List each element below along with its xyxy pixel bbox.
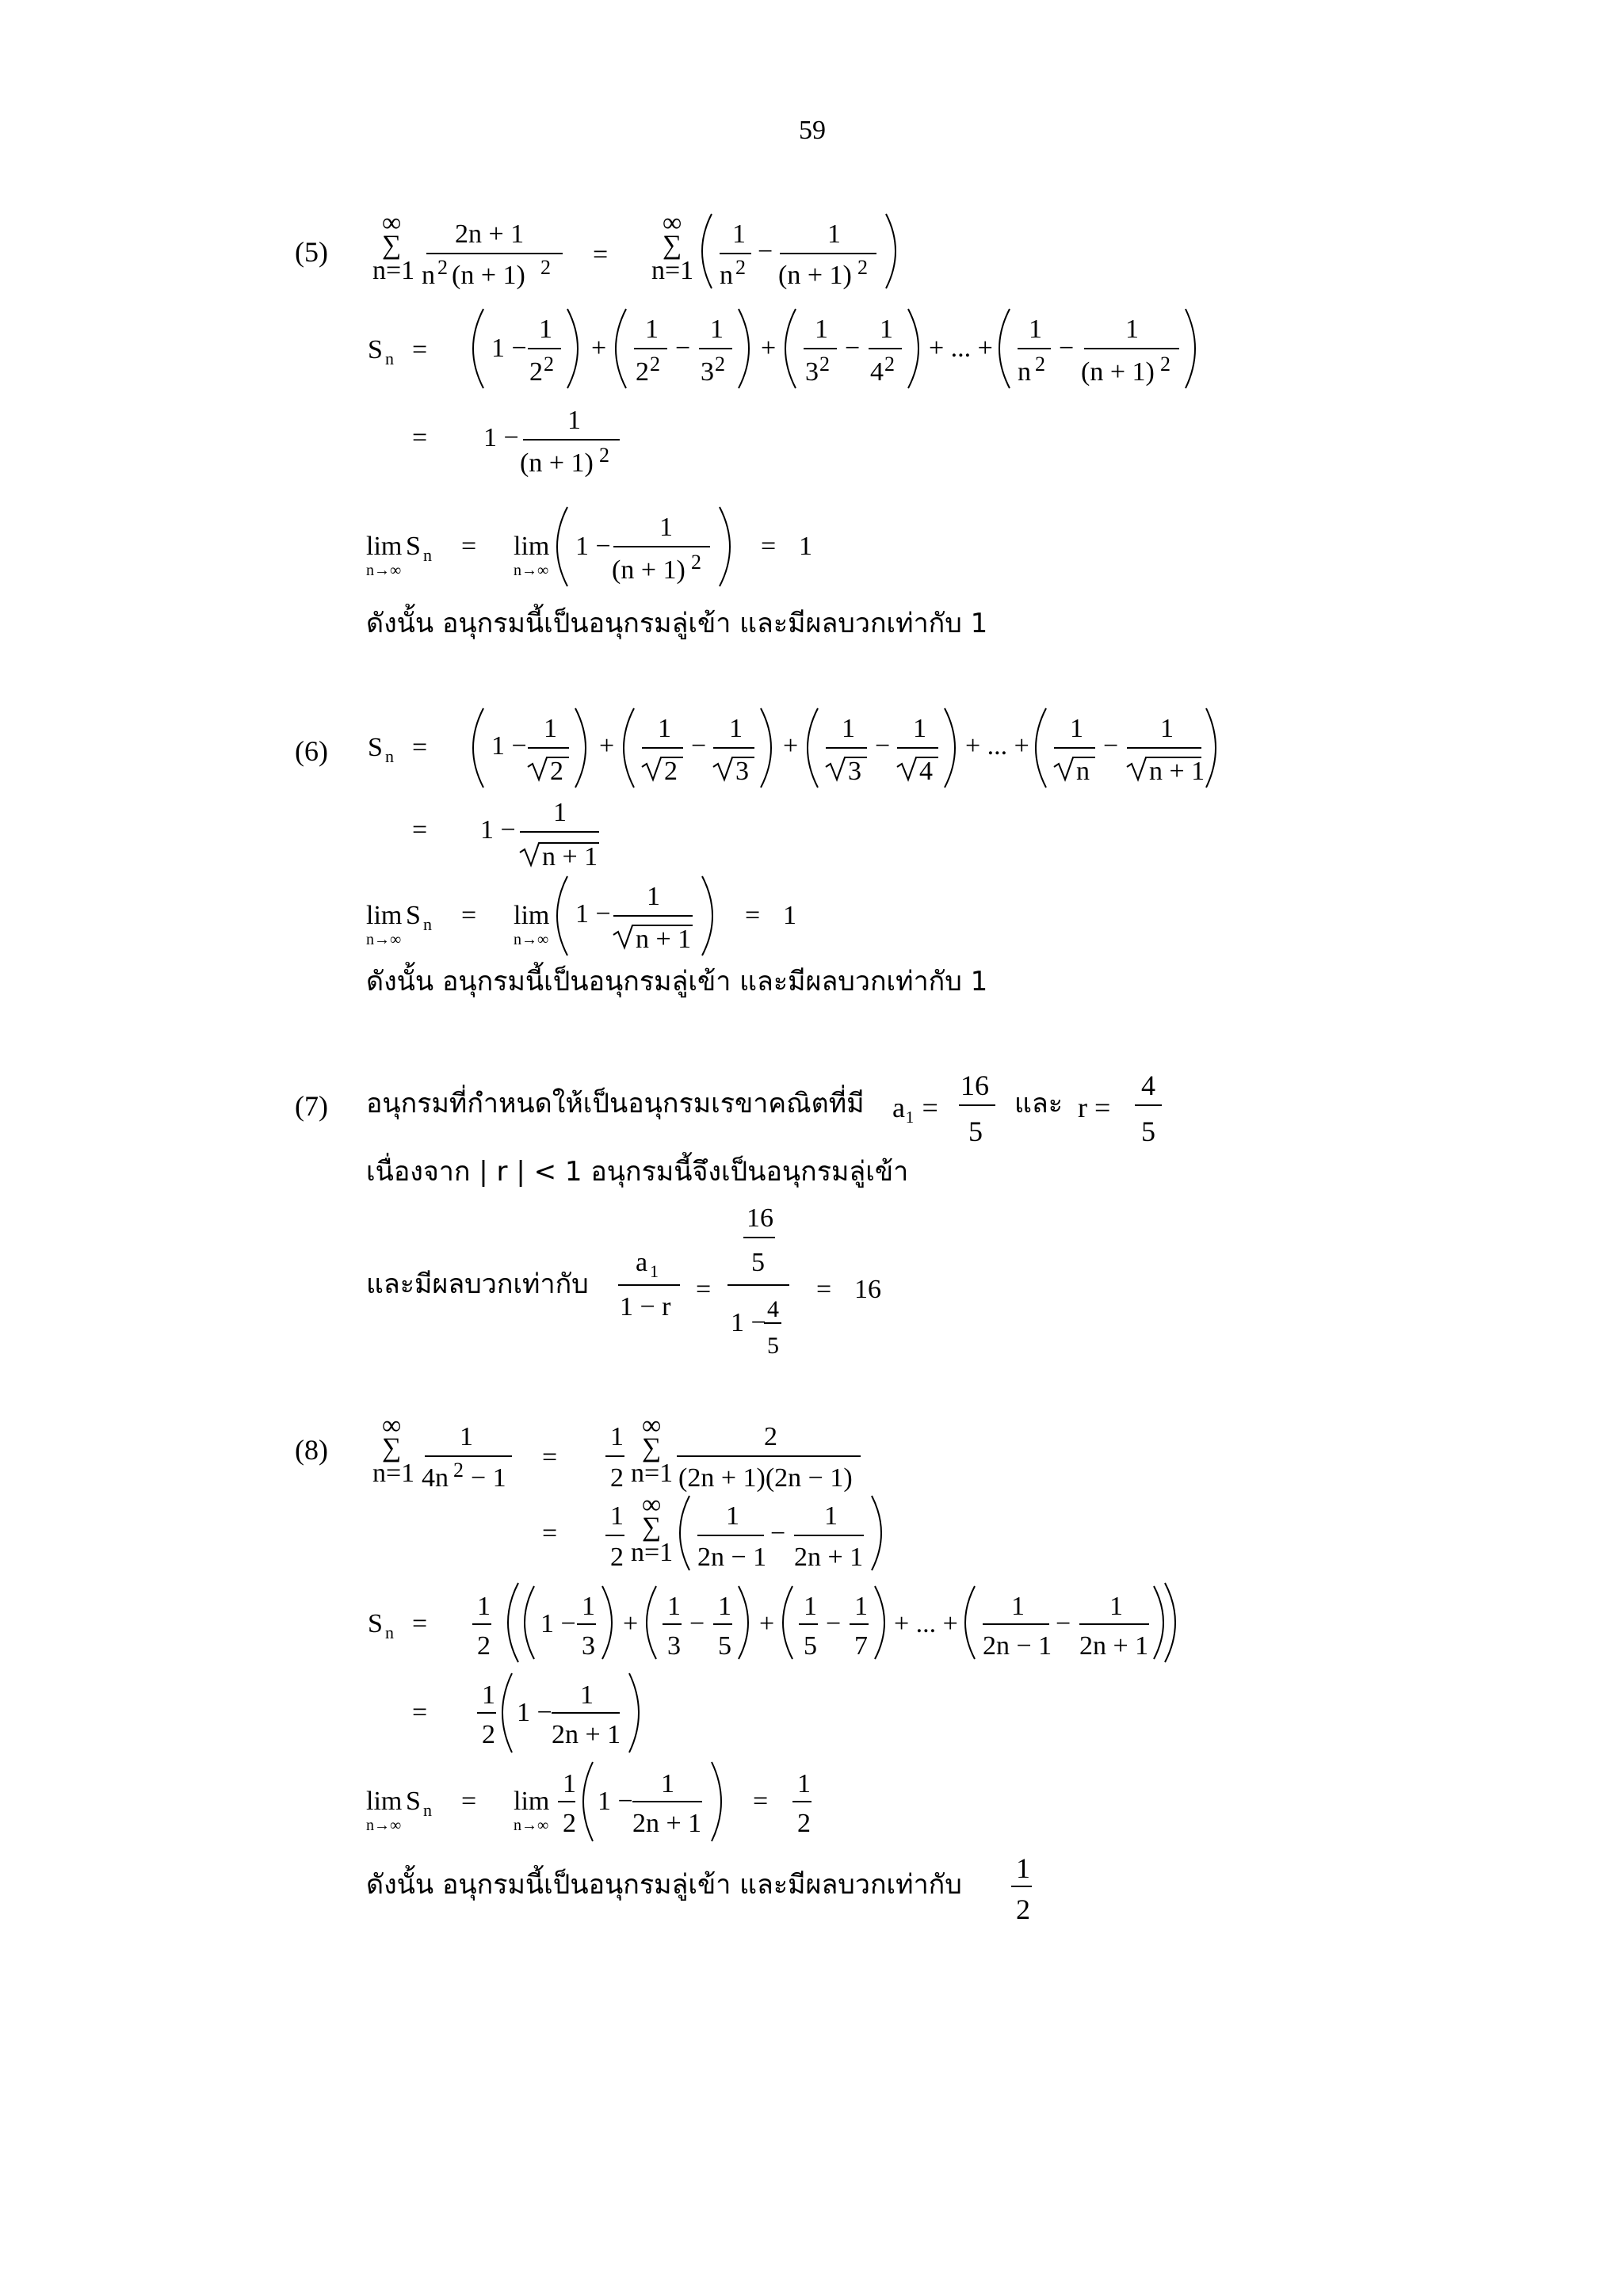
svg-text:+: +	[623, 1609, 639, 1638]
problem-6-label: (6)	[295, 735, 328, 767]
svg-text:=: =	[745, 901, 761, 930]
svg-text:−: −	[1059, 334, 1075, 363]
svg-text:n: n	[1018, 357, 1031, 387]
svg-text:1: 1	[815, 315, 828, 344]
svg-text:(n + 1): (n + 1)	[452, 261, 525, 290]
svg-text:−: −	[689, 1609, 705, 1638]
svg-text:∑: ∑	[382, 231, 402, 260]
svg-text:3: 3	[735, 757, 749, 786]
svg-text:n: n	[423, 1800, 432, 1820]
svg-text:n + 1: n + 1	[542, 842, 598, 871]
svg-text:(n + 1): (n + 1)	[612, 555, 685, 585]
problem-7-a1-numerator: 16	[960, 1070, 989, 1101]
svg-text:1 −: 1 −	[540, 1609, 576, 1638]
problem-7-a1-fraction-bar	[959, 1104, 995, 1106]
svg-text:2: 2	[1160, 353, 1170, 376]
svg-text:16: 16	[854, 1275, 881, 1304]
svg-text:n: n	[385, 349, 394, 368]
problem-6-conclusion: ดังนั้น อนุกรมนี้เป็นอนุกรมลู่เข้า และมีผลบวกเท่ากับ 1	[366, 966, 988, 997]
problem-5-conclusion: ดังนั้น อนุกรมนี้เป็นอนุกรมลู่เข้า และมีผลบวกเท่ากับ 1	[366, 608, 988, 639]
svg-text:1 −: 1 −	[731, 1308, 766, 1337]
svg-text:+: +	[599, 731, 615, 761]
svg-text:4: 4	[767, 1296, 779, 1322]
svg-text:1: 1	[482, 1680, 495, 1710]
svg-text:4n: 4n	[422, 1463, 449, 1493]
svg-text:1: 1	[1125, 315, 1139, 344]
svg-text:4: 4	[870, 357, 884, 387]
problem-8-line-5	[366, 1757, 842, 1859]
svg-text:+: +	[783, 731, 799, 761]
svg-text:lim: lim	[514, 532, 550, 561]
svg-text:3: 3	[848, 757, 861, 786]
svg-text:2: 2	[664, 757, 678, 786]
svg-text:− 1: − 1	[471, 1463, 506, 1493]
svg-text:=: =	[412, 733, 428, 762]
problem-6-line-3	[366, 871, 826, 974]
svg-text:=: =	[461, 532, 477, 561]
svg-text:+: +	[761, 334, 777, 363]
svg-text:1: 1	[539, 315, 552, 344]
svg-text:1: 1	[460, 1422, 473, 1451]
problem-8-line-4	[412, 1670, 666, 1764]
svg-text:3: 3	[582, 1631, 595, 1661]
problem-8-conclusion: ดังนั้น อนุกรมนี้เป็นอนุกรมลู่เข้า และมีผลบวกเท่ากับ	[366, 1869, 962, 1901]
svg-text:−: −	[1056, 1609, 1071, 1638]
svg-text:−: −	[675, 334, 691, 363]
svg-text:n=1: n=1	[631, 1459, 674, 1488]
svg-text:n: n	[1076, 757, 1090, 786]
problem-8-label: (8)	[295, 1434, 328, 1466]
problem-5-line-1	[372, 208, 943, 302]
svg-text:2: 2	[797, 1809, 811, 1838]
svg-text:1: 1	[645, 315, 659, 344]
svg-text:1: 1	[647, 882, 660, 911]
svg-text:1: 1	[1029, 315, 1042, 344]
svg-text:1 −: 1 −	[575, 532, 611, 561]
svg-text:1: 1	[477, 1592, 491, 1621]
svg-text:−: −	[1103, 731, 1119, 761]
svg-text:∑: ∑	[642, 1433, 662, 1463]
svg-text:a: a	[636, 1248, 648, 1277]
svg-text:S: S	[368, 335, 383, 364]
svg-text:1: 1	[563, 1769, 576, 1798]
problem-7-text-1: อนุกรมที่กำหนดให้เป็นอนุกรมเรขาคณิตที่มี	[366, 1088, 865, 1119]
svg-text:2n − 1: 2n − 1	[983, 1631, 1052, 1661]
svg-text:lim: lim	[514, 901, 550, 930]
svg-text:−: −	[691, 731, 707, 761]
problem-6-line-1	[365, 704, 1205, 806]
svg-text:=: =	[412, 815, 428, 845]
problem-7-text-3: และมีผลบวกเท่ากับ	[366, 1268, 589, 1300]
svg-text:2: 2	[735, 256, 746, 279]
svg-text:=: =	[412, 423, 428, 452]
problem-5-line-2	[365, 301, 1205, 403]
svg-text:1: 1	[827, 219, 841, 249]
svg-text:1 −: 1 −	[575, 899, 611, 929]
svg-text:lim: lim	[366, 1787, 403, 1816]
svg-text:=: =	[542, 1519, 558, 1548]
svg-text:2: 2	[636, 357, 649, 387]
problem-7-text-2: เนื่องจาก | r | < 1 อนุกรมนี้จึงเป็นอนุกรมลู่เข้า	[366, 1156, 909, 1188]
svg-text:+ ... +: + ... +	[965, 731, 1029, 761]
svg-text:−: −	[845, 334, 861, 363]
svg-text:1 −: 1 −	[491, 731, 527, 761]
svg-text:lim: lim	[514, 1787, 550, 1816]
svg-text:1: 1	[1160, 714, 1174, 743]
problem-7-r-numerator: 4	[1141, 1070, 1155, 1101]
problem-7-a1-denominator: 5	[968, 1116, 983, 1147]
svg-text:1: 1	[659, 513, 673, 542]
svg-text:1: 1	[610, 1422, 624, 1451]
svg-text:2: 2	[453, 1459, 464, 1482]
svg-text:n→∞: n→∞	[366, 931, 402, 948]
svg-text:1: 1	[842, 714, 855, 743]
svg-text:2: 2	[599, 444, 609, 467]
svg-text:(n + 1): (n + 1)	[520, 448, 594, 478]
svg-text:2n + 1: 2n + 1	[552, 1720, 621, 1749]
svg-text:2: 2	[437, 256, 448, 279]
svg-text:n + 1: n + 1	[636, 925, 692, 954]
problem-7-r-denominator: 5	[1141, 1116, 1155, 1147]
svg-text:2: 2	[819, 353, 830, 376]
problem-8-line-2	[539, 1489, 919, 1584]
problem-5-line-3	[412, 400, 650, 494]
svg-text:3: 3	[701, 357, 714, 387]
svg-text:2: 2	[715, 353, 725, 376]
svg-text:1: 1	[797, 1769, 811, 1798]
svg-text:∞: ∞	[642, 1490, 662, 1520]
problem-5-label: (5)	[295, 236, 328, 268]
svg-text:1: 1	[567, 406, 581, 435]
problem-7-sum-formula	[617, 1198, 949, 1371]
svg-text:n→∞: n→∞	[366, 1817, 402, 1834]
svg-text:1: 1	[553, 798, 567, 827]
svg-text:lim: lim	[366, 532, 403, 561]
svg-text:n: n	[423, 545, 432, 565]
svg-text:1: 1	[913, 714, 926, 743]
svg-text:5: 5	[718, 1631, 731, 1661]
svg-text:+: +	[591, 334, 607, 363]
problem-7-and: และ	[1014, 1088, 1064, 1119]
svg-text:1: 1	[1011, 1592, 1025, 1621]
svg-text:=: =	[753, 1787, 769, 1816]
svg-text:5: 5	[804, 1631, 817, 1661]
svg-text:2: 2	[691, 551, 701, 574]
svg-text:1 − r: 1 − r	[620, 1292, 671, 1322]
svg-text:(n + 1): (n + 1)	[1081, 357, 1155, 387]
svg-text:2: 2	[563, 1809, 576, 1838]
problem-8-conclusion-denominator: 2	[1016, 1894, 1030, 1925]
svg-text:2n + 1: 2n + 1	[794, 1543, 864, 1572]
svg-text:1 −: 1 −	[480, 815, 516, 845]
svg-text:1: 1	[854, 1592, 868, 1621]
svg-text:=: =	[593, 240, 609, 269]
svg-text:1: 1	[658, 714, 671, 743]
problem-8-line-3	[365, 1578, 1173, 1680]
svg-text:S: S	[368, 1609, 383, 1638]
svg-text:1: 1	[610, 1501, 624, 1531]
svg-text:∑: ∑	[642, 1512, 662, 1542]
svg-text:2n + 1: 2n + 1	[632, 1809, 702, 1838]
problem-5-line-4	[366, 499, 842, 601]
svg-text:lim: lim	[366, 901, 403, 930]
svg-text:2: 2	[857, 256, 868, 279]
svg-text:5: 5	[767, 1333, 779, 1359]
svg-text:2n − 1: 2n − 1	[697, 1543, 767, 1572]
svg-text:n + 1: n + 1	[1149, 757, 1205, 786]
svg-text:n: n	[385, 746, 394, 766]
svg-text:n: n	[423, 914, 432, 934]
svg-text:−: −	[770, 1519, 786, 1548]
svg-text:1: 1	[582, 1592, 595, 1621]
svg-text:1 −: 1 −	[598, 1787, 633, 1816]
svg-text:∞: ∞	[382, 208, 402, 238]
svg-text:=: =	[412, 1698, 428, 1727]
svg-text:3: 3	[667, 1631, 681, 1661]
svg-text:2n + 1: 2n + 1	[455, 219, 525, 249]
problem-7-a1: a₁ =	[892, 1092, 938, 1123]
svg-text:+: +	[759, 1609, 775, 1638]
svg-text:4: 4	[919, 757, 933, 786]
svg-text:2: 2	[550, 757, 563, 786]
svg-text:n→∞: n→∞	[514, 1817, 549, 1834]
svg-text:n: n	[422, 261, 435, 290]
svg-text:n=1: n=1	[372, 256, 415, 285]
problem-7-r: r =	[1078, 1092, 1111, 1123]
svg-text:2: 2	[610, 1463, 624, 1493]
svg-text:2n + 1: 2n + 1	[1079, 1631, 1149, 1661]
svg-text:2: 2	[1035, 353, 1045, 376]
svg-text:2: 2	[650, 353, 660, 376]
svg-text:n=1: n=1	[631, 1538, 674, 1567]
svg-text:=: =	[816, 1275, 832, 1304]
svg-text:+ ... +: + ... +	[894, 1609, 958, 1638]
svg-text:1: 1	[880, 315, 893, 344]
svg-text:n: n	[385, 1623, 394, 1642]
svg-text:∞: ∞	[642, 1411, 662, 1440]
problem-7-label: (7)	[295, 1090, 328, 1122]
svg-text:2: 2	[610, 1543, 624, 1572]
svg-text:∑: ∑	[382, 1433, 402, 1463]
svg-text:7: 7	[854, 1631, 868, 1661]
svg-text:∞: ∞	[663, 208, 682, 238]
svg-text:=: =	[412, 335, 428, 364]
svg-text:3: 3	[805, 357, 819, 387]
svg-text:1: 1	[544, 714, 557, 743]
svg-text:∑: ∑	[663, 231, 682, 260]
svg-text:1: 1	[650, 1261, 659, 1281]
svg-text:16: 16	[747, 1203, 773, 1233]
svg-text:1: 1	[718, 1592, 731, 1621]
svg-text:1: 1	[726, 1501, 739, 1531]
svg-text:−: −	[826, 1609, 842, 1638]
svg-text:=: =	[761, 532, 777, 561]
svg-text:∞: ∞	[382, 1411, 402, 1440]
svg-text:(2n + 1)(2n − 1): (2n + 1)(2n − 1)	[678, 1463, 853, 1493]
svg-text:=: =	[461, 901, 477, 930]
svg-text:1: 1	[667, 1592, 681, 1621]
svg-text:1: 1	[732, 219, 746, 249]
svg-text:1 −: 1 −	[483, 423, 519, 452]
svg-text:n=1: n=1	[372, 1459, 415, 1488]
svg-text:1: 1	[1070, 714, 1083, 743]
svg-text:S: S	[406, 1787, 421, 1816]
svg-text:2: 2	[529, 357, 543, 387]
svg-text:n→∞: n→∞	[366, 562, 402, 579]
svg-text:S: S	[368, 733, 383, 762]
svg-text:(n + 1): (n + 1)	[778, 261, 852, 290]
svg-text:2: 2	[764, 1422, 777, 1451]
svg-text:+ ... +: + ... +	[929, 334, 993, 363]
svg-text:1: 1	[710, 315, 724, 344]
svg-text:1: 1	[824, 1501, 838, 1531]
svg-text:−: −	[758, 237, 773, 266]
svg-text:=: =	[461, 1787, 477, 1816]
svg-text:1: 1	[580, 1680, 594, 1710]
svg-text:1 −: 1 −	[491, 334, 527, 363]
svg-text:2: 2	[544, 353, 554, 376]
svg-text:S: S	[406, 901, 421, 930]
problem-8-conclusion-numerator: 1	[1016, 1852, 1030, 1884]
svg-text:2: 2	[477, 1631, 491, 1661]
svg-text:1: 1	[729, 714, 743, 743]
svg-text:=: =	[542, 1443, 558, 1472]
svg-text:=: =	[696, 1275, 712, 1304]
svg-text:1: 1	[799, 532, 812, 561]
svg-text:1: 1	[661, 1769, 674, 1798]
svg-text:1 −: 1 −	[517, 1698, 552, 1727]
svg-text:2: 2	[540, 256, 551, 279]
problem-7-r-fraction-bar	[1135, 1104, 1162, 1106]
page-number: 59	[799, 116, 826, 145]
svg-text:5: 5	[751, 1248, 765, 1277]
svg-text:−: −	[875, 731, 891, 761]
svg-text:S: S	[406, 532, 421, 561]
svg-text:2: 2	[482, 1720, 495, 1749]
svg-text:2: 2	[884, 353, 895, 376]
svg-text:1: 1	[1109, 1592, 1123, 1621]
svg-text:n→∞: n→∞	[514, 562, 549, 579]
svg-text:1: 1	[804, 1592, 817, 1621]
svg-text:n=1: n=1	[651, 256, 694, 285]
problem-8-conclusion-fraction-bar	[1011, 1886, 1032, 1887]
svg-text:=: =	[412, 1609, 428, 1638]
svg-text:1: 1	[783, 901, 796, 930]
svg-text:n→∞: n→∞	[514, 931, 549, 948]
svg-text:n: n	[720, 261, 733, 290]
